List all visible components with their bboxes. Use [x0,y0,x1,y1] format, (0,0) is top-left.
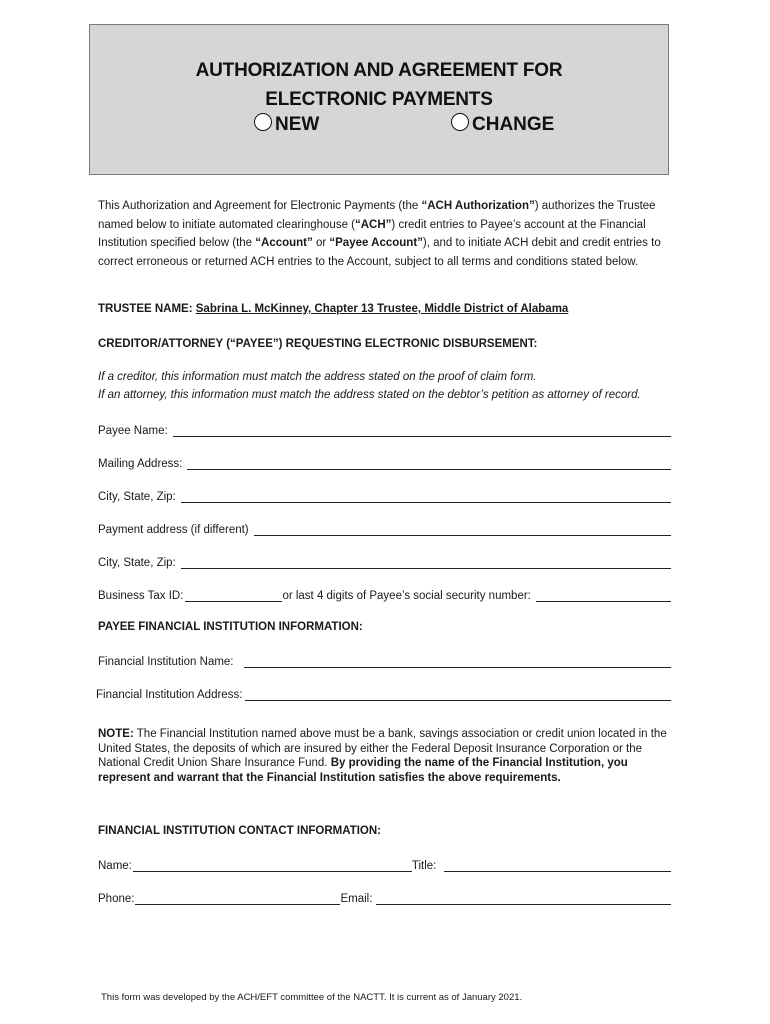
business-tax-id-input[interactable] [185,588,282,602]
financial-institution-name-input[interactable] [244,654,671,668]
contact-name-input[interactable] [133,858,412,872]
ach-authorization-term: “ACH Authorization” [421,200,535,212]
financial-institution-address-label: Financial Institution Address: [96,689,243,701]
mailing-address-field [98,456,671,470]
trustee-name-value: Sabrina L. McKinney, Chapter 13 Trustee, Middle District of Alabama [195,303,569,315]
creditor-heading: CREDITOR/ATTORNEY (“PAYEE”) REQUESTING ELECTRONIC DISBURSEMENT: [98,338,538,350]
financial-institution-name-field [98,654,671,668]
contact-email-input[interactable] [376,891,671,905]
city-state-zip-input[interactable] [181,489,671,503]
intro-text-3: ) credit entries to Payee’s account at the Financial Institution specified below (the [98,218,646,249]
contact-name-title-field [98,858,671,872]
option-new-label: NEW [275,114,320,135]
option-change[interactable] [451,114,554,136]
payment-address-label: Payment address (if different) [98,524,249,536]
financial-institution-heading: PAYEE FINANCIAL INSTITUTION INFORMATION: [98,621,363,633]
city-state-zip-label: City, State, Zip: [98,491,176,503]
contact-title-input[interactable] [444,858,671,872]
payment-city-state-zip-input[interactable] [181,555,671,569]
note-text: The Financial Institution named above must be a bank, savings association or credit union located in the United States, the deposits of which are insured by either the Federal Deposit Insurance Corporation or the National Credit Union Share Insurance Fund. [98,728,667,769]
form-header-box [89,24,669,175]
intro-text-1: This Authorization and Agreement for Electronic Payments (the [98,200,422,212]
intro-text-4: or [312,237,330,249]
payment-address-input[interactable] [254,522,671,536]
option-new[interactable] [254,114,319,136]
financial-institution-name-label: Financial Institution Name: [98,656,234,668]
contact-email-label: Email: [340,893,373,905]
instruction-creditor: If a creditor, this information must match the address stated on the proof of claim form. [98,371,537,383]
payee-account-term: “Payee Account” [329,237,423,249]
intro-text-2: ) authorizes the Trustee named below to initiate automated clearinghouse ( [98,200,656,231]
tax-id-field [98,588,671,602]
option-change-label: CHANGE [472,114,555,135]
contact-heading: FINANCIAL INSTITUTION CONTACT INFORMATION: [98,825,381,837]
mailing-address-input[interactable] [187,456,671,470]
payee-name-label: Payee Name: [98,425,168,437]
business-tax-id-label: Business Tax ID: [98,590,184,602]
form-title-line2: ELECTRONIC PAYMENTS [265,89,493,110]
ssn-label: or last 4 digits of Payee’s social security number: [282,590,531,602]
note-paragraph [98,727,683,785]
new-radio-icon[interactable] [254,113,272,131]
form-title-line1: AUTHORIZATION AND AGREEMENT FOR [195,60,563,81]
financial-institution-address-field [96,687,671,701]
contact-name-label: Name: [98,860,132,872]
instruction-attorney: If an attorney, this information must match the address stated on the debtor’s petition as attorney of record. [98,389,641,401]
intro-text-5: ), and to initiate ACH debit and credit entries to correct erroneous or returned ACH entries to the Account, subject to all terms and conditions stated below. [98,237,661,268]
note-warranty: By providing the name of the Financial Institution, you represent and warrant that the Financial Institution satisfies the above requirements. [98,757,628,784]
contact-phone-email-field [98,891,671,905]
contact-phone-label: Phone: [98,893,135,905]
change-radio-icon[interactable] [451,113,469,131]
form-footer: This form was developed by the ACH/EFT committee of the NACTT. It is current as of January 2021. [101,992,523,1003]
payment-city-state-zip-field [98,555,671,569]
financial-institution-address-input[interactable] [245,687,671,701]
mailing-address-label: Mailing Address: [98,458,183,470]
note-label: NOTE: [98,728,134,740]
ssn-input[interactable] [536,588,671,602]
account-term: “Account” [255,237,313,249]
trustee-name-line [98,303,568,315]
contact-phone-input[interactable] [135,891,340,905]
city-state-zip-field [98,489,671,503]
contact-title-label: Title: [411,860,437,872]
payee-name-field [98,423,671,437]
intro-paragraph [98,197,688,271]
payment-address-field [98,522,671,536]
payee-name-input[interactable] [173,423,671,437]
payment-city-state-zip-label: City, State, Zip: [98,557,176,569]
ach-term: “ACH” [355,218,392,231]
trustee-name-label: TRUSTEE NAME: [98,303,196,315]
